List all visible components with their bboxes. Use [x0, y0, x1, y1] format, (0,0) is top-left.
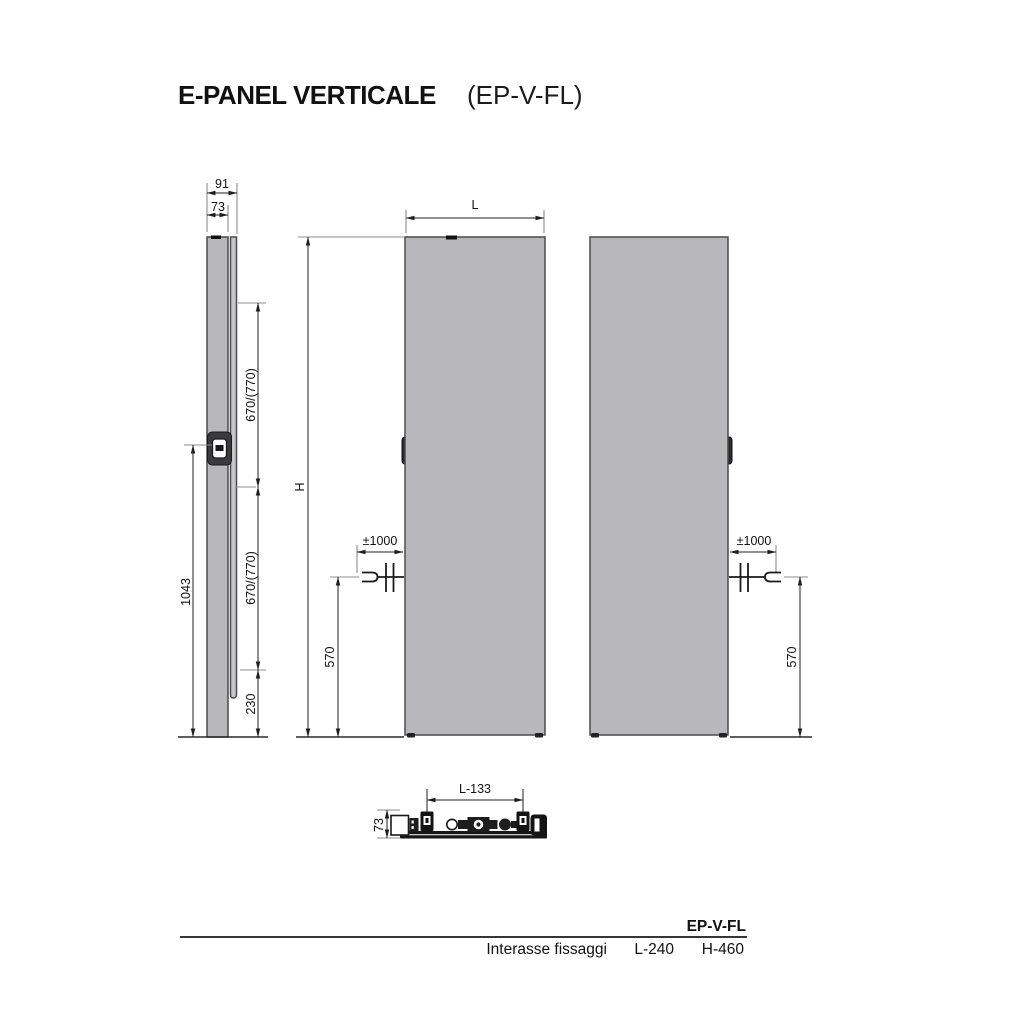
dim-label-bracket-height: 1043	[179, 578, 193, 606]
plug-fork-icon	[765, 573, 781, 582]
dim-label-height: H	[293, 482, 307, 492]
dim-label-outlet-height: 570	[785, 646, 799, 668]
plan-detail	[535, 819, 540, 832]
front-view	[293, 198, 545, 738]
page-title: E-PANEL VERTICALE	[178, 80, 436, 110]
spec-l-value: L-240	[634, 941, 674, 958]
plan-end-fitting-left	[410, 818, 419, 832]
side-view-panel-body	[207, 237, 228, 737]
plan-detail	[412, 821, 414, 824]
plan-detail	[522, 818, 525, 823]
side-view-wall-rail	[231, 237, 237, 698]
plug-fork-icon	[362, 573, 378, 582]
plan-panel-section	[391, 816, 409, 836]
dim-label-cable: ±1000	[362, 534, 398, 548]
mirror-view	[590, 237, 812, 738]
dim-label-spacing-upper: 670/(770)	[244, 368, 258, 422]
spec-h-value: H-460	[701, 941, 744, 958]
front-view-panel	[405, 237, 545, 735]
spec-table	[180, 918, 747, 958]
mirror-view-foot-right	[719, 733, 727, 738]
side-view	[178, 177, 268, 737]
mirror-view-foot-left	[591, 733, 599, 738]
dim-label-spacing-lower: 670/(770)	[244, 551, 258, 605]
plan-detail	[476, 822, 480, 826]
plan-detail	[412, 826, 414, 829]
front-view-foot-left	[407, 733, 415, 738]
side-view-top-vent	[211, 236, 221, 240]
front-view-foot-right	[535, 733, 543, 738]
dim-label-cable: ±1000	[736, 534, 772, 548]
plan-detail	[458, 820, 468, 829]
mirror-view-panel	[590, 237, 728, 735]
plan-dark-circle	[499, 819, 511, 831]
spec-model-label: EP-V-FL	[686, 918, 746, 935]
dim-label-width: L	[471, 198, 479, 212]
plan-valve-circle	[447, 819, 457, 829]
side-view-bracket-slot	[216, 445, 224, 451]
dim-label-depth-panel: 73	[211, 200, 225, 214]
spec-row-label: Interasse fissaggi	[486, 941, 607, 958]
dim-label-bracket-spacing: L-133	[459, 782, 491, 796]
plan-view	[372, 782, 547, 839]
front-view-top-vent	[446, 236, 457, 240]
page-title-code: (EP-V-FL)	[467, 80, 583, 110]
dim-label-depth-total: 91	[215, 177, 229, 191]
dim-label-outlet-height: 570	[323, 646, 337, 668]
plan-detail	[426, 818, 429, 823]
dim-label-spacing-bottom: 230	[244, 693, 258, 715]
plan-detail	[490, 820, 498, 829]
dim-label-plan-depth: 73	[372, 818, 386, 832]
